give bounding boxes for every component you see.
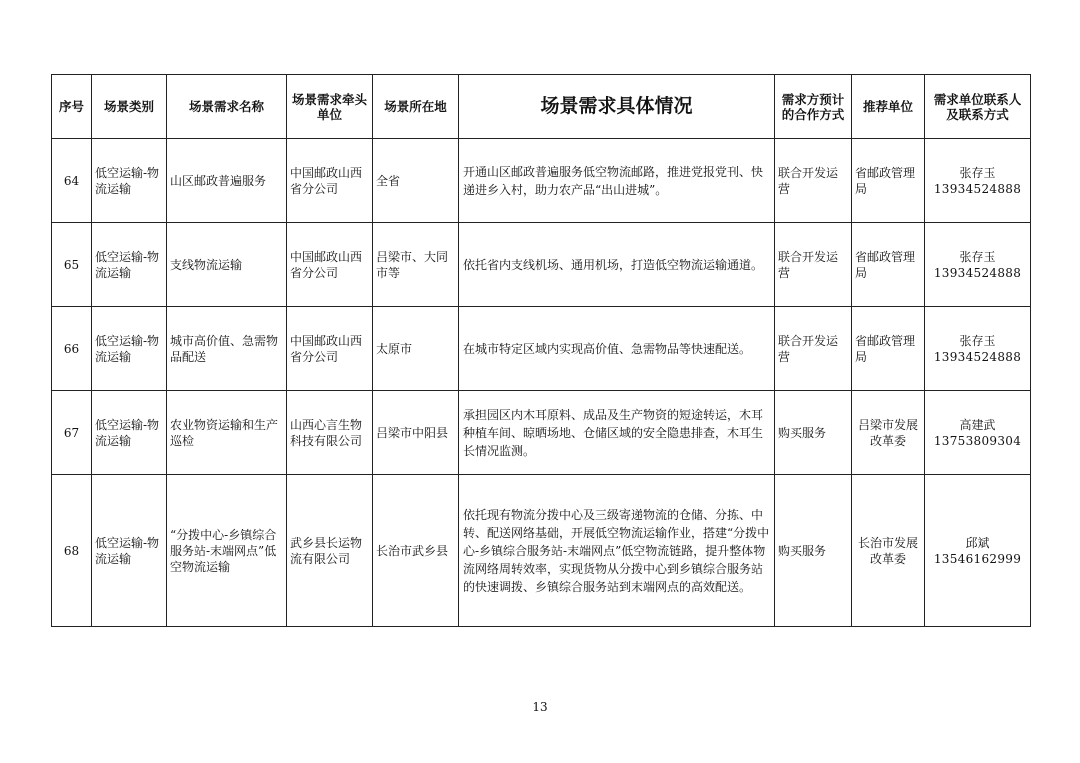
row-recommender: 省邮政管理局 (852, 223, 925, 307)
header-row (52, 75, 1031, 139)
row-location: 太原市 (373, 307, 459, 391)
row-cooperation: 购买服务 (775, 391, 852, 475)
row-cooperation: 联合开发运营 (775, 139, 852, 223)
row-category: 低空运输-物流运输 (92, 223, 167, 307)
contact-name: 高建武 (959, 417, 996, 432)
row-lead-unit: 中国邮政山西省分公司 (287, 223, 373, 307)
header-contact: 需求单位联系人及联系方式 (925, 75, 1031, 139)
row-no: 64 (52, 139, 92, 223)
row-contact (925, 475, 1031, 627)
contact-phone: 13934524888 (933, 181, 1022, 196)
row-contact (925, 391, 1031, 475)
header-detail: 场景需求具体情况 (459, 75, 775, 139)
row-no: 66 (52, 307, 92, 391)
row-name: 农业物资运输和生产巡检 (167, 391, 287, 475)
row-cooperation: 联合开发运营 (775, 307, 852, 391)
row-location: 长治市武乡县 (373, 475, 459, 627)
table-row (52, 475, 1031, 627)
row-category: 低空运输-物流运输 (92, 139, 167, 223)
row-lead-unit: 山西心言生物科技有限公司 (287, 391, 373, 475)
row-detail: 依托现有物流分拨中心及三级寄递物流的仓储、分拣、中转、配送网络基础，开展低空物流运输作业，搭建“分拨中心-乡镇综合服务站-末端网点”低空物流链路，提升整体物流网络周转效率，实现货物从分拨中心到乡镇综合服务站的快速调拨、乡镇综合服务站到末端网点的高效配送。 (459, 475, 775, 627)
contact-phone: 13934524888 (933, 265, 1022, 280)
row-recommender: 吕梁市发展改革委 (852, 391, 925, 475)
header-recommender: 推荐单位 (852, 75, 925, 139)
table-row (52, 391, 1031, 475)
row-contact (925, 223, 1031, 307)
contact-name: 张存玉 (959, 165, 996, 180)
contact-name: 张存玉 (959, 333, 996, 348)
contact-phone: 13934524888 (933, 349, 1022, 364)
row-recommender: 省邮政管理局 (852, 139, 925, 223)
contact-name: 邱斌 (965, 535, 990, 550)
row-contact (925, 139, 1031, 223)
row-lead-unit: 中国邮政山西省分公司 (287, 307, 373, 391)
row-lead-unit: 武乡县长运物流有限公司 (287, 475, 373, 627)
row-no: 65 (52, 223, 92, 307)
row-lead-unit: 中国邮政山西省分公司 (287, 139, 373, 223)
row-recommender: 长治市发展改革委 (852, 475, 925, 627)
table-row (52, 139, 1031, 223)
table-row (52, 223, 1031, 307)
row-detail: 承担园区内木耳原料、成品及生产物资的短途转运，木耳种植车间、晾晒场地、仓储区域的安全隐患排查，木耳生长情况监测。 (459, 391, 775, 475)
row-name: 支线物流运输 (167, 223, 287, 307)
row-category: 低空运输-物流运输 (92, 391, 167, 475)
row-detail: 开通山区邮政普遍服务低空物流邮路，推进党报党刊、快递进乡入村，助力农产品“出山进城”。 (459, 139, 775, 223)
row-location: 吕梁市、大同市等 (373, 223, 459, 307)
row-recommender: 省邮政管理局 (852, 307, 925, 391)
contact-phone: 13546162999 (933, 551, 1022, 566)
header-category: 场景类别 (92, 75, 167, 139)
header-lead-unit: 场景需求牵头单位 (287, 75, 373, 139)
table-row (52, 307, 1031, 391)
row-cooperation: 联合开发运营 (775, 223, 852, 307)
row-detail: 依托省内支线机场、通用机场，打造低空物流运输通道。 (459, 223, 775, 307)
header-cooperation: 需求方预计的合作方式 (775, 75, 852, 139)
scenario-table (51, 74, 1031, 627)
row-cooperation: 购买服务 (775, 475, 852, 627)
row-detail: 在城市特定区域内实现高价值、急需物品等快速配送。 (459, 307, 775, 391)
row-location: 全省 (373, 139, 459, 223)
row-name: “分拨中心-乡镇综合服务站-末端网点”低空物流运输 (167, 475, 287, 627)
row-name: 城市高价值、急需物品配送 (167, 307, 287, 391)
page-number: 13 (532, 700, 548, 714)
header-no: 序号 (52, 75, 92, 139)
header-name: 场景需求名称 (167, 75, 287, 139)
row-no: 67 (52, 391, 92, 475)
header-location: 场景所在地 (373, 75, 459, 139)
row-category: 低空运输-物流运输 (92, 307, 167, 391)
contact-phone: 13753809304 (933, 433, 1022, 448)
row-category: 低空运输-物流运输 (92, 475, 167, 627)
row-location: 吕梁市中阳县 (373, 391, 459, 475)
row-no: 68 (52, 475, 92, 627)
contact-name: 张存玉 (959, 249, 996, 264)
row-name: 山区邮政普遍服务 (167, 139, 287, 223)
row-contact (925, 307, 1031, 391)
